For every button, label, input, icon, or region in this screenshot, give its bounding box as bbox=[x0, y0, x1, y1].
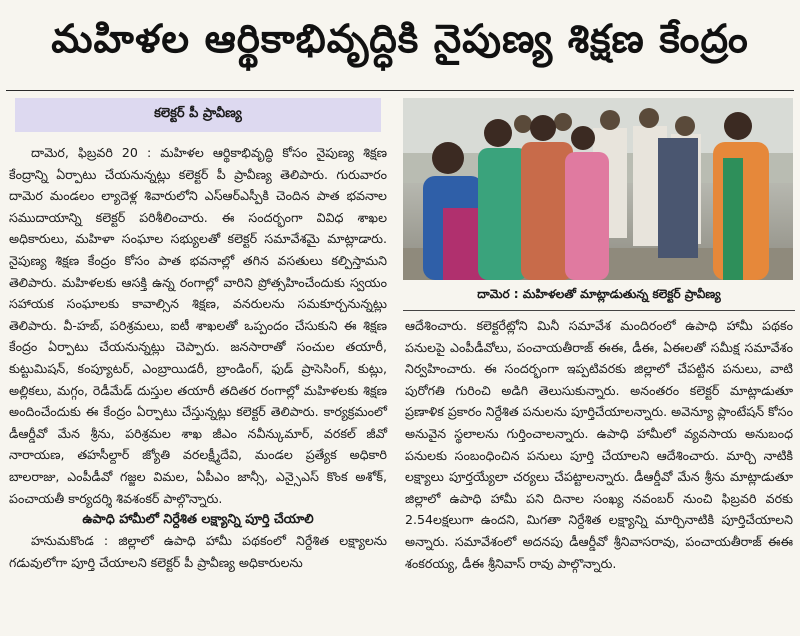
subheading: ఉపాధి హామీలో నిర్దేశిత లక్ష్యాన్ని పూర్తి చేయాలి bbox=[82, 512, 314, 528]
headline-divider bbox=[6, 90, 794, 91]
article-paragraph-2: హనుమకొండ : జిల్లాలో ఉపాధి హామీ పథకంలో నిర్దేశిత లక్ష్యాలను గడువులోగా పూర్తి చేయాలని కలెక్టర్ పీ ప్రావీణ్య అధికారులను bbox=[9, 533, 387, 570]
article-body-right bbox=[405, 315, 793, 574]
byline: కలెక్టర్ పీ ప్రావీణ్య bbox=[15, 98, 381, 132]
news-photo bbox=[403, 98, 793, 280]
right-column bbox=[403, 98, 795, 634]
headline: మహిళల ఆర్థికాభివృద్ధికి నైపుణ్య శిక్షణ కేంద్రం bbox=[51, 17, 749, 62]
left-column bbox=[7, 98, 389, 634]
article-body-left bbox=[9, 142, 387, 573]
group-photo-illustration bbox=[403, 98, 793, 280]
photo-caption: దామెర : మహిళలతో మాట్లాడుతున్న కలెక్టర్ ప్రావీణ్య bbox=[403, 280, 795, 311]
article-paragraph-3: ఆదేశించారు. కలెక్టరేట్లోని మినీ సమావేశ మందిరంలో ఉపాధి హామీ పథకం పనులపై ఎంపీడీవోలు, పంచాయతీరాజ్ ఈఈ, డీఈ, ఏఈలతో సమీక్ష సమావేశం నిర్వహించారు. ఈ సందర్భంగా ఇప్పటివరకు జిల్లాలో చేపట్టిన పనులు, వాటి పురోగతి గురించి అడిగి తెలుసుకున్నారు. అనంతరం కలెక్టర్ మాట్లాడుతూ ప్రణాళిక ప్రకారం నిర్దేశిత పనులను పూర్తిచేయాలన్నారు. అవెన్యూ ప్లాంటేషన్ కోసం అనువైన స్థలాలను గుర్తించాలన్నారు. ఉపాధి హామీలో వ్యవసాయ అనుబంధ పనులకు సంబంధించిన పనులు పూర్తి చేయాలని ఆదేశించారు. మార్చి నాటికి లక్ష్యాలు పూర్తయ్యేలా చర్యలు చేపట్టాలన్నారు. డీఆర్డీవో మేన శ్రీను మాట్లాడుతూ జిల్లాలో ఉపాధి హామీ పని దినాల సంఖ్య నవంబర్ నుంచి ఫిబ్రవరి వరకు 2.54లక్షలుగా ఉందని, మిగతా నిర్దేశిత లక్ష్యాన్ని మార్చినాటికి పూర్తిచేయాలని అన్నారు. సమావేశంలో అదనపు డీఆర్డీవో శ్రీనివాసరావు, పంచాయతీరాజ్ ఈఈ శంకరయ్య, డీఈ శ్రీనివాస్ రావు పాల్గొన్నారు. bbox=[405, 318, 793, 571]
article-paragraph-1: దామెర, ఫిబ్రవరి 20 : మహిళల ఆర్థికాభివృద్ధి కోసం నైపుణ్య శిక్షణ కేంద్రాన్ని ఏర్పాటు చేయనున్నట్లు కలెక్టర్ పీ ప్రావీణ్య తెలిపారు. గురువారం దామెర మండలం ల్యాదెళ్ల శివారులోని ఎస్ఆర్ఎస్పీకి చెందిన పాత భవనాల సముదాయాన్ని కలెక్టర్ పరిశీలించారు. ఈ సందర్భంగా వివిధ శాఖల అధికారులు, మహిళా సంఘాల సభ్యులతో కలెక్టర్ సమావేశమై మాట్లాడారు. నైపుణ్య శిక్షణ కేంద్రం కోసం పాత భవనాల్లో తగిన వసతులు కల్పిస్తామని తెలిపారు. మహిళలకు ఆసక్తి ఉన్న రంగాల్లో వారిని ప్రోత్సహించేందుకు స్వయం సహాయక సంఘాలకు కావాల్సిన శిక్షణ, వనరులను సమకూర్చనున్నట్లు తెలిపారు. వీ-హబ్, పరిశ్రమలు, ఐటీ శాఖలతో ఒప్పందం చేసుకుని ఈ శిక్షణ కేంద్రం ఏర్పాటు చేయనున్నట్లు చెప్పారు. జనసారాతో సంచుల తయారీ, కుట్టుమిషన్, కంప్యూటర్, ఎంబ్రాయిడరీ, బ్రాండింగ్, ఫుడ్ ప్రాసెసింగ్, కుట్లు, అల్లికలు, మగ్గం, రెడీమేడ్ దుస్తుల తయారీ తదితర రంగాల్లో మహిళలకు శిక్షణ అందించేందుకు ఈ కేంద్రం ఏర్పాటు చేస్తున్నట్లు కలెక్టర్ తెలిపారు. కార్యక్రమంలో డీఆర్డీవో మేన శ్రీను, పరిశ్రమల శాఖ జీఎం నవీన్కుమార్, వరకల్ జీవో నారాయణ, తహసీల్దార్ జ్యోతి వరలక్ష్మీదేవి, మండల ప్రత్యేక అధికారి బాలరాజు, ఎంపీడీవో గజ్జల విమల, ఏపీఎం జాన్సీ, ఎన్సైఎస్ కొంక అశోక్, పంచాయతీ కార్యదర్శి శివశంకర్ పాల్గొన్నారు. bbox=[9, 145, 387, 506]
